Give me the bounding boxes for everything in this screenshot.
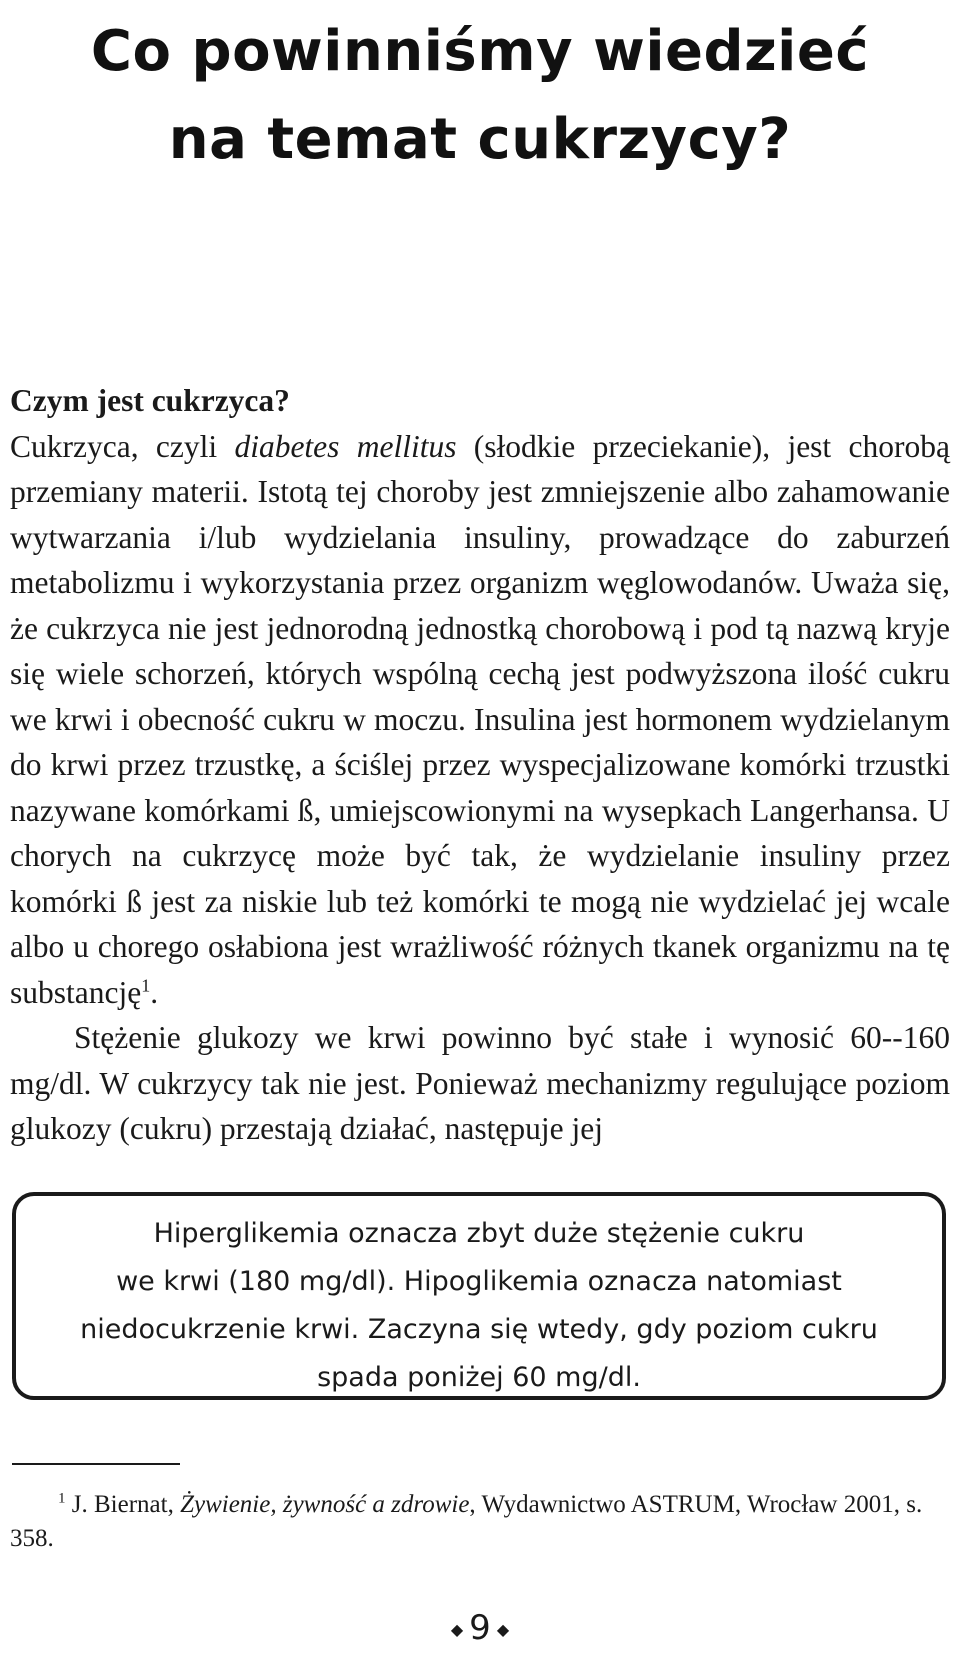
- callout-line-2: we krwi (180 mg/dl). Hipoglikemia oznacza natomiast: [116, 1266, 842, 1297]
- paragraph-1: [10, 424, 950, 1016]
- footnote-author: J. Biernat,: [65, 1491, 181, 1518]
- footnote: [10, 1488, 948, 1556]
- footnote-divider: [12, 1463, 180, 1465]
- title-line-1: Co powinniśmy wiedzieć: [90, 19, 870, 84]
- callout-line-1: Hiperglikemia oznacza zbyt duże stężenie cukru: [153, 1218, 805, 1249]
- callout-line-4: spada poniżej 60 mg/dl.: [317, 1362, 641, 1393]
- paragraph-1-start: Cukrzyca, czyli: [10, 428, 235, 464]
- paragraph-1-body: (słodkie przeciekanie), jest chorobą przemiany materii. Istotą tej choroby jest zmniejszenie albo zahamowanie wytwarzania i/lub wydzielania insuliny, prowadzące do zaburzeń metabolizmu i wykorzystania przez organizm węglowodanów. Uważa się, że cukrzyca nie jest jednorodną jednostką chorobową i pod tą nazwą kryje się wiele schorzeń, których wspólną cechą jest podwyższona ilość cukru we krwi i obecność cukru w moczu. Insulina jest hormonem wydzielanym do krwi przez trzustkę, a ściślej przez wyspecjalizowane komórki trzustki nazywane komórkami ß, umiejscowionymi na wysepkach Langerhansa. U chorych na cukrzycę może być tak, że wydzielanie insuliny przez komórki ß jest za niskie lub też komórki te mogą nie wydzielać jej wcale albo u chorego osłabiona jest wrażliwość różnych tkanek organizmu na tę substancję: [10, 428, 950, 1010]
- footnote-publisher: , Wydawnictwo ASTRUM, Wrocław 2001, s. 358.: [10, 1491, 923, 1552]
- page-number: [0, 1606, 960, 1652]
- latin-term: diabetes mellitus: [234, 428, 457, 464]
- paragraph-2: Stężenie glukozy we krwi powinno być stałe i wynosić 60--160 mg/dl. W cukrzycy tak nie jest. Ponieważ mechanizmy regulujące poziom glukozy (cukru) przestają działać, następuje jej: [10, 1020, 950, 1146]
- footnote-book-title: Żywienie, żywność a zdrowie: [180, 1491, 470, 1518]
- page-title: [0, 8, 960, 184]
- diamond-left-icon: ◆: [450, 1619, 464, 1639]
- callout-line-3: niedocukrzenie krwi. Zaczyna się wtedy, gdy poziom cukru: [80, 1314, 878, 1345]
- body-text: [10, 378, 950, 1152]
- diamond-right-icon: ◆: [496, 1619, 510, 1639]
- page-number-value: 9: [469, 1608, 491, 1648]
- title-line-2: na temat cukrzycy?: [168, 107, 792, 172]
- section-heading: Czym jest cukrzyca?: [10, 383, 290, 418]
- callout-box: [12, 1192, 946, 1400]
- footnote-marker: 1: [58, 1490, 66, 1507]
- footnote-reference[interactable]: 1: [141, 975, 151, 995]
- paragraph-1-end: .: [150, 974, 159, 1010]
